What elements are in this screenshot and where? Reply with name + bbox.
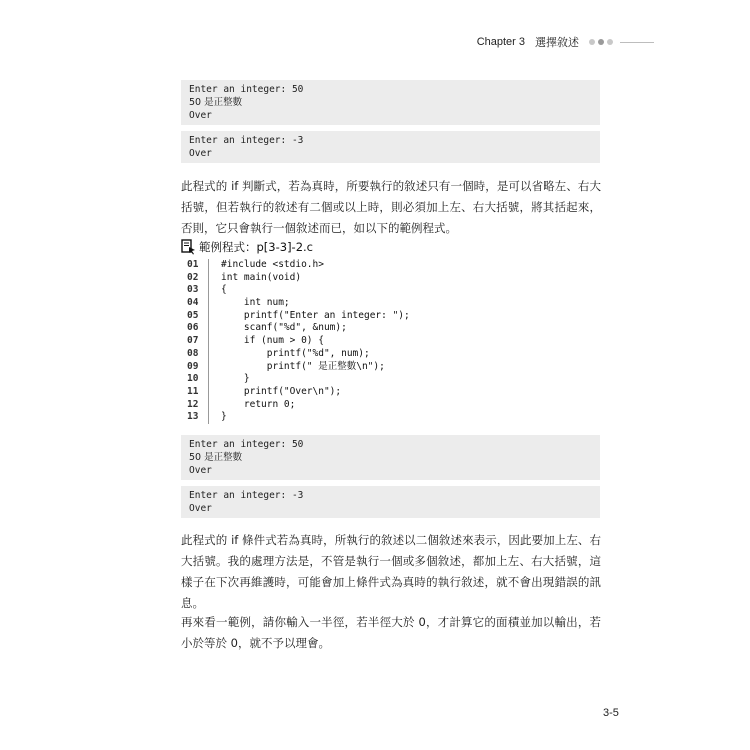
output-block-1 (181, 80, 600, 125)
code-line: 13 } (181, 411, 601, 424)
output-line: Over (189, 503, 212, 514)
code-line: 10 } (181, 373, 601, 386)
code-listing (181, 259, 601, 424)
code-line: 01 #include <stdio.h> (181, 259, 601, 272)
page-header (477, 34, 654, 50)
paragraph-3: 再來看一範例，請你輸入一半徑，若半徑大於 0，才計算它的面積並加以輸出，若小於等於 0，就不予以理會。 (181, 615, 601, 650)
page-number: 3-5 (603, 707, 619, 719)
decor-dot-icon (589, 39, 595, 45)
output-line: Enter an integer: 50 (189, 439, 304, 450)
paragraph-1: 此程式的 if 判斷式，若為真時，所要執行的敘述只有一個時，是可以省略左、右大括號，但若執行的敘述有二個或以上時，則必須加上左、右大括號，將其括起來，否則，它只會執行一個敘述而已，如以下的範例程式。 (181, 179, 601, 235)
output-block-2 (181, 131, 600, 163)
output-block-4 (181, 486, 600, 518)
output-line: Enter an integer: -3 (189, 490, 304, 501)
code-line: 05 printf("Enter an integer: "); (181, 310, 601, 323)
code-line: 02 int main(void) (181, 272, 601, 285)
code-line: 03 { (181, 284, 601, 297)
output-block-3 (181, 435, 600, 480)
document-pointer-icon (181, 239, 196, 255)
code-line: 07 if (num > 0) { (181, 335, 601, 348)
code-line: 04 int num; (181, 297, 601, 310)
output-line: Enter an integer: 50 (189, 84, 304, 95)
code-line: 11 printf("Over\n"); (181, 386, 601, 399)
output-line: 50 是正整數 (189, 452, 243, 463)
code-line: 12 return 0; (181, 399, 601, 412)
code-line: 09 printf(" 是正整數\n"); (181, 361, 601, 374)
chapter-label: Chapter 3 (476, 36, 525, 48)
example-heading (181, 239, 313, 255)
section-title: 選擇敘述 (535, 36, 579, 49)
output-line: Enter an integer: -3 (189, 135, 304, 146)
output-line: Over (189, 148, 212, 159)
header-decoration (589, 39, 654, 45)
output-line: 50 是正整數 (189, 97, 243, 108)
example-title: 範例程式：p[3-3]-2.c (199, 240, 313, 254)
output-line: Over (189, 465, 212, 476)
paragraph-2: 此程式的 if 條件式若為真時，所執行的敘述以二個敘述來表示，因此要加上左、右大括號。我的處理方法是，不管是執行一個或多個敘述，都加上左、右大括號，這樣子在下次再維護時，可能會加上條件式為真時的執行敘述，就不會出現錯誤的訊息。 (181, 533, 601, 610)
code-line: 08 printf("%d", num); (181, 348, 601, 361)
decor-dot-icon (598, 39, 604, 45)
decor-dot-icon (607, 39, 613, 45)
output-line: Over (189, 110, 212, 121)
decor-line (620, 42, 654, 43)
code-line: 06 scanf("%d", &num); (181, 322, 601, 335)
